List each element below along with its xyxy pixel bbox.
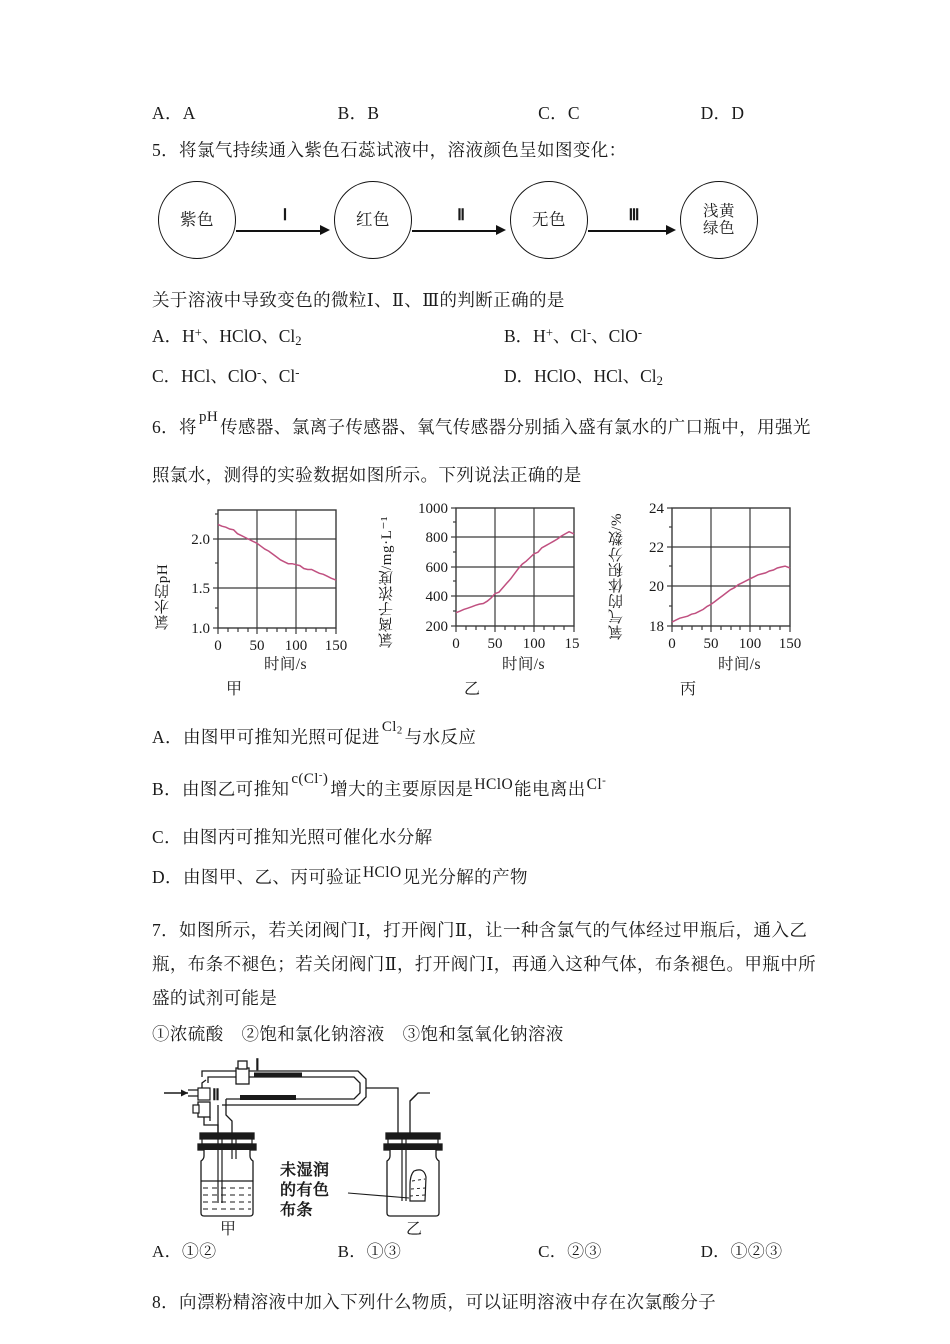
svg-text:15: 15 bbox=[564, 636, 580, 651]
q5-option-c-mid: 、Cl bbox=[261, 365, 296, 386]
chart-yi-caption: 乙 bbox=[463, 681, 480, 699]
q6-option-b-formula-main: c(Cl bbox=[291, 771, 319, 788]
q7-option-a[interactable]: A．①② bbox=[152, 1242, 217, 1262]
q6-option-b-formula-3-sup: - bbox=[602, 775, 607, 788]
q5-option-c-sup2: - bbox=[295, 364, 300, 379]
apparatus-valve-1-label: Ⅰ bbox=[255, 1057, 260, 1075]
flow-arrow-2 bbox=[412, 209, 510, 235]
q5-color-change-flowchart bbox=[158, 173, 735, 269]
svg-text:150: 150 bbox=[324, 638, 348, 653]
flow-node-line-2: 绿色 bbox=[702, 220, 735, 238]
svg-text:400: 400 bbox=[425, 589, 448, 606]
chart-yi-ylabel: 氯离子浓度/mg·L⁻¹ bbox=[379, 516, 395, 649]
svg-text:0: 0 bbox=[668, 636, 676, 651]
q6-option-b-mid: 增大的主要原因是 bbox=[330, 779, 474, 800]
q5-option-a-prefix: A．H bbox=[152, 326, 195, 347]
flow-node-colorless-label: 无色 bbox=[532, 209, 566, 229]
q6-option-b-mid2: 能电离出 bbox=[514, 779, 586, 800]
svg-text:0: 0 bbox=[214, 638, 222, 653]
svg-text:800: 800 bbox=[425, 530, 448, 547]
svg-text:2.0: 2.0 bbox=[191, 532, 210, 549]
svg-text:18: 18 bbox=[649, 619, 664, 636]
q6-option-c[interactable]: C．由图丙可推知光照可催化水分解 bbox=[152, 827, 433, 848]
q5-option-a-sub: 2 bbox=[295, 334, 302, 349]
apparatus-cloth-label bbox=[280, 1161, 330, 1221]
q5-option-a[interactable] bbox=[152, 317, 504, 356]
q6-option-b-formula-2: HClO bbox=[474, 776, 514, 794]
flow-arrow-3 bbox=[588, 209, 680, 235]
q6-stem-ph-label: pH bbox=[198, 409, 219, 425]
q5-stem: 5．将氯气持续通入紫色石蕊试液中，溶液颜色呈如图变化： bbox=[152, 140, 627, 160]
flow-arrow-1-label: Ⅰ bbox=[282, 207, 288, 225]
q6-option-b-formula-3-main: Cl bbox=[586, 776, 603, 794]
apparatus-svg bbox=[162, 1055, 522, 1223]
q7-option-c[interactable]: C．②③ bbox=[538, 1242, 602, 1262]
chart-bing-caption: 丙 bbox=[679, 681, 696, 699]
q7-stem-line-3: 盛的试剂可能是 bbox=[152, 987, 278, 1008]
apparatus-valve-2-label: Ⅱ bbox=[212, 1087, 220, 1105]
chart-bing-plot bbox=[626, 500, 822, 650]
q5-sub-stem: 关于溶液中导致变色的微粒Ⅰ、Ⅱ、Ⅲ的判断正确的是 bbox=[152, 290, 565, 311]
q6-option-a-formula bbox=[382, 720, 403, 736]
chart-jia-caption: 甲 bbox=[225, 681, 242, 699]
q5-option-d-sub: 2 bbox=[656, 373, 663, 388]
q4-option-c[interactable]: C．C bbox=[538, 103, 580, 123]
q5-option-c-prefix: C．HCl、ClO bbox=[152, 365, 258, 386]
q6-option-a-formula-sub: 2 bbox=[396, 724, 403, 737]
chart-yi-xlabel: 时间/s bbox=[502, 656, 545, 674]
svg-text:200: 200 bbox=[425, 619, 448, 636]
apparatus-bottle-yi-caption: 乙 bbox=[406, 1221, 423, 1239]
chart-bing-ylabel: 氧气的体积分数/% bbox=[609, 513, 625, 641]
q5-option-c[interactable] bbox=[152, 357, 504, 396]
q6-option-b-formula-3 bbox=[587, 776, 607, 793]
q8-stem: 8．向漂粉精溶液中加入下列什么物质，可以证明溶液中存在次氯酸分子 bbox=[152, 1292, 717, 1313]
q4-options-row bbox=[152, 96, 812, 131]
q5-option-b-sup3: - bbox=[637, 325, 643, 340]
q6-option-a-pre: A．由图甲可推知光照可促进 bbox=[152, 727, 380, 748]
flow-node-purple bbox=[158, 181, 236, 259]
q6-option-d[interactable] bbox=[152, 860, 812, 894]
q5-option-b-rest: 、ClO bbox=[591, 326, 638, 347]
q6-option-d-pre: D．由图甲、乙、丙可验证 bbox=[152, 867, 362, 888]
q5-options-row-2 bbox=[152, 357, 812, 396]
svg-text:50: 50 bbox=[703, 636, 719, 651]
chart-jia-xlabel: 时间/s bbox=[264, 656, 307, 674]
q4-option-a[interactable]: A．A bbox=[152, 103, 196, 123]
cloth-label-line-1: 未湿润 bbox=[280, 1162, 330, 1180]
q5-option-d[interactable] bbox=[504, 357, 663, 396]
q6-option-b-formula-end: ) bbox=[322, 771, 329, 788]
flow-arrow-3-label: Ⅲ bbox=[628, 207, 640, 225]
q7-apparatus-figure bbox=[162, 1055, 522, 1239]
apparatus-bottle-jia-caption: 甲 bbox=[220, 1221, 237, 1239]
flow-node-pale-yellow-green bbox=[680, 181, 758, 259]
chart-jia-plot bbox=[172, 502, 350, 652]
q5-option-b-sup: + bbox=[545, 325, 553, 340]
svg-text:1000: 1000 bbox=[418, 501, 448, 518]
q6-option-d-formula: HClO bbox=[362, 864, 402, 882]
q6-option-b-formula-1 bbox=[291, 770, 328, 787]
q7-option-d[interactable]: D．①②③ bbox=[700, 1242, 783, 1262]
q5-option-b-mid: 、Cl bbox=[552, 326, 587, 347]
q5-option-c-sup: - bbox=[257, 364, 262, 379]
flow-node-colorless bbox=[510, 181, 588, 259]
svg-text:100: 100 bbox=[522, 636, 546, 651]
svg-text:100: 100 bbox=[284, 638, 308, 653]
q6-option-a-post: 与水反应 bbox=[404, 727, 477, 748]
svg-text:1.5: 1.5 bbox=[191, 581, 210, 598]
q7-options-row bbox=[152, 1235, 812, 1269]
q6-option-a[interactable] bbox=[152, 720, 812, 754]
chart-jia-ylabel: 氯水的pH bbox=[155, 563, 171, 631]
q7-option-b[interactable]: B．①③ bbox=[337, 1242, 402, 1262]
q7-stem-line-1: 7．如图所示，若关闭阀门Ⅰ，打开阀门Ⅱ，让一种含氯气的气体经过甲瓶后，通入乙 bbox=[152, 919, 808, 940]
q6-stem-line-2: 照氯水，测得的实验数据如图所示。下列说法正确的是 bbox=[152, 465, 582, 486]
flow-node-pale-yellow-green-label bbox=[703, 203, 735, 238]
page-content bbox=[152, 96, 817, 1319]
q7-stem-line-2: 瓶，布条不褪色；若关闭阀门Ⅱ，打开阀门Ⅰ，再通入这种气体，布条褪色。甲瓶中所 bbox=[152, 953, 817, 974]
svg-text:150: 150 bbox=[778, 636, 802, 651]
flow-node-line-1: 浅黄 bbox=[702, 202, 735, 220]
q6-option-a-formula-main: Cl bbox=[381, 719, 397, 736]
flow-arrow-1 bbox=[236, 209, 334, 235]
q5-option-d-prefix: D．HClO、HCl、Cl bbox=[504, 365, 657, 386]
svg-text:100: 100 bbox=[738, 636, 762, 651]
q6-option-b-formula-sup: - bbox=[318, 769, 323, 782]
svg-text:600: 600 bbox=[425, 560, 448, 577]
svg-text:24: 24 bbox=[649, 501, 664, 518]
q4-option-b[interactable]: B．B bbox=[337, 103, 380, 123]
q5-option-a-sup: + bbox=[194, 325, 202, 340]
svg-text:0: 0 bbox=[452, 636, 460, 651]
q5-option-b-prefix: B．H bbox=[504, 326, 546, 347]
q6-option-b[interactable] bbox=[152, 770, 812, 806]
flow-arrow-2-label: Ⅱ bbox=[457, 207, 465, 225]
flow-node-red bbox=[334, 181, 412, 259]
q6-option-b-pre: B．由图乙可推知 bbox=[152, 779, 290, 800]
q6-charts-group bbox=[152, 500, 832, 699]
svg-text:20: 20 bbox=[649, 579, 664, 596]
chart-bing-xlabel: 时间/s bbox=[718, 656, 761, 674]
flow-node-red-label: 红色 bbox=[356, 209, 390, 229]
q5-option-a-rest: 、HClO、Cl bbox=[201, 326, 296, 347]
flow-node-purple-label: 紫色 bbox=[180, 209, 214, 229]
q6-stem-number: 6．将 bbox=[152, 417, 197, 437]
q5-option-b-sup2: - bbox=[586, 325, 592, 340]
q7-reagent-items: ①浓硫酸 ②饱和氯化钠溶液 ③饱和氢氧化钠溶液 bbox=[152, 1023, 564, 1044]
q5-options-row-1 bbox=[152, 317, 812, 356]
q5-option-b[interactable] bbox=[504, 317, 642, 356]
cloth-label-line-3: 布条 bbox=[280, 1202, 314, 1220]
chart-yi-plot bbox=[396, 500, 591, 650]
svg-text:50: 50 bbox=[249, 638, 265, 653]
q6-stem-line-1 bbox=[152, 410, 812, 444]
svg-text:22: 22 bbox=[649, 540, 664, 557]
q6-stem-line-1-rest: 传感器、氯离子传感器、氧气传感器分别插入盛有氯水的广口瓶中，用强光 bbox=[220, 417, 811, 437]
q4-option-d[interactable]: D．D bbox=[700, 103, 745, 123]
svg-text:50: 50 bbox=[487, 636, 503, 651]
svg-text:1.0: 1.0 bbox=[191, 621, 210, 638]
cloth-label-line-2: 的有色 bbox=[280, 1182, 330, 1200]
q6-option-d-post: 见光分解的产物 bbox=[402, 867, 528, 888]
